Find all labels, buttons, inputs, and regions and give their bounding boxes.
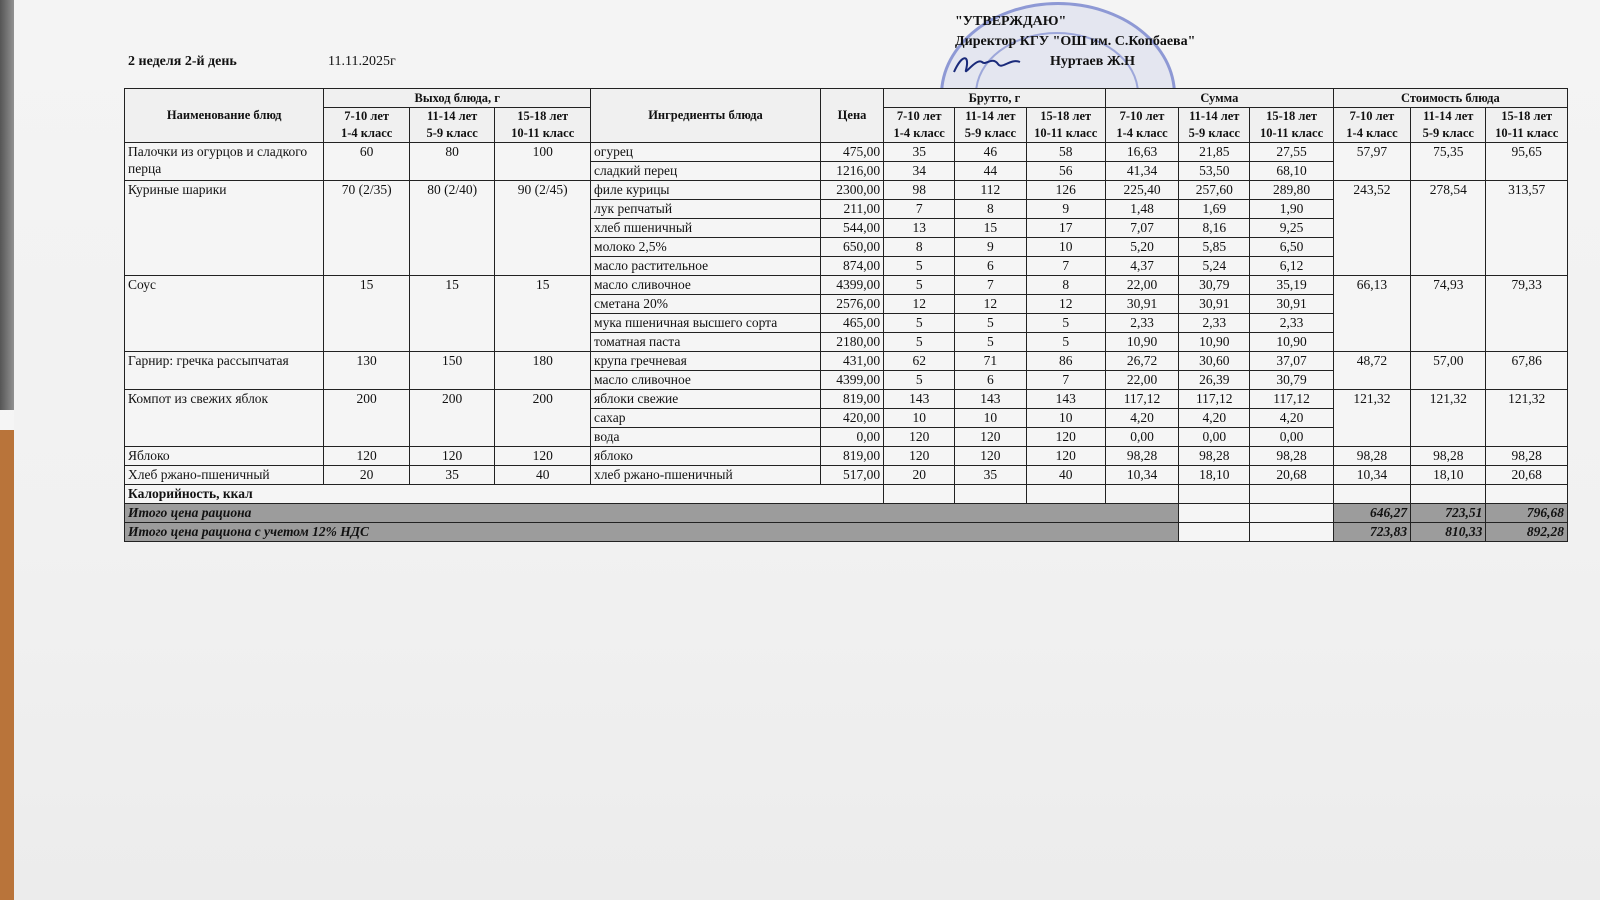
class-label: 10-11 класс	[1034, 126, 1098, 140]
date-label: 11.11.2025г	[328, 54, 396, 69]
ingredient-gross-1: 34	[884, 162, 955, 181]
ingredient-gross-2: 44	[955, 162, 1026, 181]
class-label: 1-4 класс	[340, 126, 393, 140]
dish-cost-1: 48,72	[1333, 352, 1410, 390]
dish-cost-1: 10,34	[1333, 466, 1410, 485]
ingredient-gross-3: 5	[1026, 314, 1105, 333]
age-label: 11-14 лет	[1189, 109, 1240, 123]
ingredient-gross-1: 10	[884, 409, 955, 428]
header-gross: Брутто, г	[884, 89, 1106, 108]
ingredient-sum-1: 16,63	[1105, 143, 1178, 162]
ingredient-sum-3: 1,90	[1250, 200, 1333, 219]
ingredient-name: масло сливочное	[591, 276, 821, 295]
ingredient-price: 4399,00	[821, 276, 884, 295]
age-label: 15-18 лет	[1040, 109, 1092, 123]
ingredient-price: 874,00	[821, 257, 884, 276]
total-row	[125, 504, 1568, 523]
dish-yield-1: 130	[324, 352, 409, 390]
table-row	[125, 390, 1568, 409]
ingredient-sum-3: 6,50	[1250, 238, 1333, 257]
dish-name: Гарнир: гречка рассыпчатая	[125, 352, 324, 390]
dish-cost-3: 95,65	[1486, 143, 1568, 181]
dish-cost-1: 121,32	[1333, 390, 1410, 447]
ingredient-gross-3: 7	[1026, 371, 1105, 390]
header-cost-age-2	[1411, 108, 1486, 143]
total-row-value-2: 723,51	[1411, 504, 1486, 523]
ingredient-price: 475,00	[821, 143, 884, 162]
ingredient-gross-1: 35	[884, 143, 955, 162]
ingredient-name: масло растительное	[591, 257, 821, 276]
approval-director: Директор КГУ "ОШ им. С.Копбаева"	[955, 34, 1196, 49]
class-label: 10-11 класс	[1495, 126, 1559, 140]
ingredient-gross-2: 5	[955, 333, 1026, 352]
ingredient-gross-3: 86	[1026, 352, 1105, 371]
ingredient-gross-3: 126	[1026, 181, 1105, 200]
class-label: 1-4 класс	[1346, 126, 1398, 140]
ingredient-sum-1: 225,40	[1105, 181, 1178, 200]
ingredient-sum-1: 4,37	[1105, 257, 1178, 276]
total-vat-row-blank	[1250, 523, 1333, 542]
header-cost-age-3	[1486, 108, 1568, 143]
header-sum-age-1	[1105, 108, 1178, 143]
ingredient-gross-3: 56	[1026, 162, 1105, 181]
dish-cost-3: 20,68	[1486, 466, 1568, 485]
dish-yield-3: 100	[495, 143, 591, 181]
ingredient-sum-2: 30,79	[1179, 276, 1250, 295]
ingredient-price: 4399,00	[821, 371, 884, 390]
dish-yield-1: 120	[324, 447, 409, 466]
header-sum: Сумма	[1105, 89, 1333, 108]
ingredient-sum-2: 26,39	[1179, 371, 1250, 390]
ingredient-name: хлеб пшеничный	[591, 219, 821, 238]
total-vat-row	[125, 523, 1568, 542]
dish-cost-1: 57,97	[1333, 143, 1410, 181]
ingredient-sum-1: 22,00	[1105, 276, 1178, 295]
ingredient-gross-3: 10	[1026, 409, 1105, 428]
ingredient-price: 650,00	[821, 238, 884, 257]
ingredient-name: лук репчатый	[591, 200, 821, 219]
ingredient-sum-1: 98,28	[1105, 447, 1178, 466]
dish-cost-2: 278,54	[1411, 181, 1486, 276]
ingredient-name: яблоки свежие	[591, 390, 821, 409]
dish-cost-3: 79,33	[1486, 276, 1568, 352]
dish-cost-2: 18,10	[1411, 466, 1486, 485]
dish-name: Палочки из огурцов и сладкого перца	[125, 143, 324, 181]
ingredient-sum-1: 1,48	[1105, 200, 1178, 219]
ingredient-sum-1: 0,00	[1105, 428, 1178, 447]
calories-cell	[1411, 485, 1486, 504]
ingredient-sum-3: 30,91	[1250, 295, 1333, 314]
ingredient-name: огурец	[591, 143, 821, 162]
total-row-value-3: 796,68	[1486, 504, 1568, 523]
ingredient-gross-2: 12	[955, 295, 1026, 314]
ingredient-sum-2: 5,85	[1179, 238, 1250, 257]
dish-yield-2: 35	[409, 466, 494, 485]
ingredient-sum-2: 257,60	[1179, 181, 1250, 200]
ingredient-name: сладкий перец	[591, 162, 821, 181]
class-label: 1-4 класс	[893, 126, 945, 140]
age-label: 7-10 лет	[1349, 109, 1395, 123]
ingredient-sum-2: 98,28	[1179, 447, 1250, 466]
ingredient-gross-3: 58	[1026, 143, 1105, 162]
age-label: 11-14 лет	[965, 109, 1016, 123]
ingredient-gross-1: 12	[884, 295, 955, 314]
age-label: 15-18 лет	[1501, 109, 1553, 123]
ingredient-gross-1: 143	[884, 390, 955, 409]
ingredient-gross-1: 120	[884, 428, 955, 447]
dish-yield-1: 200	[324, 390, 409, 447]
ingredient-sum-3: 10,90	[1250, 333, 1333, 352]
ingredient-name: филе курицы	[591, 181, 821, 200]
ingredient-gross-2: 120	[955, 428, 1026, 447]
dish-name: Соус	[125, 276, 324, 352]
ingredient-price: 431,00	[821, 352, 884, 371]
ingredient-sum-3: 289,80	[1250, 181, 1333, 200]
ingredient-gross-1: 62	[884, 352, 955, 371]
ingredient-gross-1: 5	[884, 333, 955, 352]
dish-cost-1: 98,28	[1333, 447, 1410, 466]
dish-yield-3: 120	[495, 447, 591, 466]
ingredient-sum-3: 68,10	[1250, 162, 1333, 181]
ingredient-name: хлеб ржано-пшеничный	[591, 466, 821, 485]
ingredient-gross-3: 5	[1026, 333, 1105, 352]
ingredient-sum-2: 18,10	[1179, 466, 1250, 485]
ingredient-gross-2: 71	[955, 352, 1026, 371]
dish-yield-2: 150	[409, 352, 494, 390]
total-row-blank	[1179, 504, 1250, 523]
dish-cost-3: 98,28	[1486, 447, 1568, 466]
ingredient-gross-2: 6	[955, 371, 1026, 390]
ingredient-gross-2: 9	[955, 238, 1026, 257]
header-cost-age-1	[1333, 108, 1410, 143]
ingredient-gross-3: 7	[1026, 257, 1105, 276]
dish-cost-2: 121,32	[1411, 390, 1486, 447]
header-price: Цена	[821, 89, 884, 143]
ingredient-gross-1: 20	[884, 466, 955, 485]
header-sum-age-3	[1250, 108, 1333, 143]
ingredient-gross-2: 143	[955, 390, 1026, 409]
header-yield: Выход блюда, г	[324, 89, 591, 108]
ingredient-sum-3: 0,00	[1250, 428, 1333, 447]
dish-name: Яблоко	[125, 447, 324, 466]
calories-cell	[1179, 485, 1250, 504]
dish-name: Куриные шарики	[125, 181, 324, 276]
ingredient-gross-3: 12	[1026, 295, 1105, 314]
dish-yield-3: 90 (2/45)	[495, 181, 591, 276]
calories-row	[125, 485, 1568, 504]
ingredient-sum-1: 117,12	[1105, 390, 1178, 409]
ingredient-sum-2: 21,85	[1179, 143, 1250, 162]
ingredient-sum-3: 27,55	[1250, 143, 1333, 162]
calories-cell	[884, 485, 955, 504]
ingredient-gross-3: 8	[1026, 276, 1105, 295]
header-ingredients: Ингредиенты блюда	[591, 89, 821, 143]
calories-cell	[1333, 485, 1410, 504]
ingredient-name: сахар	[591, 409, 821, 428]
ingredient-gross-1: 13	[884, 219, 955, 238]
ingredient-name: мука пшеничная высшего сорта	[591, 314, 821, 333]
total-vat-row-blank	[1179, 523, 1250, 542]
dish-cost-3: 67,86	[1486, 352, 1568, 390]
ingredient-price: 819,00	[821, 447, 884, 466]
ingredient-gross-1: 5	[884, 371, 955, 390]
calories-cell	[1250, 485, 1333, 504]
dish-cost-2: 98,28	[1411, 447, 1486, 466]
calories-cell	[955, 485, 1026, 504]
ingredient-gross-1: 5	[884, 257, 955, 276]
total-row-label: Итого цена рациона	[125, 504, 1179, 523]
dish-yield-2: 80	[409, 143, 494, 181]
menu-body	[125, 143, 1568, 542]
dish-cost-1: 66,13	[1333, 276, 1410, 352]
menu-table	[124, 88, 1568, 542]
total-vat-row-value-2: 810,33	[1411, 523, 1486, 542]
ingredient-sum-3: 30,79	[1250, 371, 1333, 390]
class-label: 5-9 класс	[1422, 126, 1474, 140]
dish-yield-1: 70 (2/35)	[324, 181, 409, 276]
dish-yield-1: 15	[324, 276, 409, 352]
dish-yield-3: 200	[495, 390, 591, 447]
ingredient-name: крупа гречневая	[591, 352, 821, 371]
week-day-label: 2 неделя 2-й день	[128, 54, 237, 69]
ingredient-name: масло сливочное	[591, 371, 821, 390]
total-vat-row-value-1: 723,83	[1333, 523, 1410, 542]
ingredient-gross-1: 5	[884, 314, 955, 333]
ingredient-gross-2: 5	[955, 314, 1026, 333]
ingredient-sum-2: 53,50	[1179, 162, 1250, 181]
dish-name: Хлеб ржано-пшеничный	[125, 466, 324, 485]
class-label: 5-9 класс	[964, 126, 1017, 140]
dish-yield-2: 15	[409, 276, 494, 352]
age-label: 7-10 лет	[344, 109, 390, 123]
header-yield-age-1	[324, 108, 409, 143]
ingredient-sum-1: 7,07	[1105, 219, 1178, 238]
ingredient-sum-1: 10,34	[1105, 466, 1178, 485]
table-row	[125, 143, 1568, 162]
age-label: 11-14 лет	[1423, 109, 1474, 123]
ingredient-sum-2: 10,90	[1179, 333, 1250, 352]
ingredient-price: 0,00	[821, 428, 884, 447]
age-label: 7-10 лет	[1119, 109, 1165, 123]
ingredient-sum-2: 30,91	[1179, 295, 1250, 314]
header-yield-age-3	[495, 108, 591, 143]
header-gross-age-2	[955, 108, 1026, 143]
class-label: 10-11 класс	[511, 126, 575, 140]
ingredient-name: сметана 20%	[591, 295, 821, 314]
dish-cost-3: 121,32	[1486, 390, 1568, 447]
dish-yield-2: 80 (2/40)	[409, 181, 494, 276]
ingredient-sum-1: 10,90	[1105, 333, 1178, 352]
class-label: 1-4 класс	[1116, 126, 1168, 140]
ingredient-sum-1: 30,91	[1105, 295, 1178, 314]
ingredient-sum-3: 20,68	[1250, 466, 1333, 485]
ingredient-gross-2: 120	[955, 447, 1026, 466]
ingredient-gross-3: 120	[1026, 428, 1105, 447]
ingredient-sum-2: 5,24	[1179, 257, 1250, 276]
ingredient-sum-2: 8,16	[1179, 219, 1250, 238]
ingredient-sum-1: 5,20	[1105, 238, 1178, 257]
dish-yield-3: 40	[495, 466, 591, 485]
ingredient-price: 2180,00	[821, 333, 884, 352]
calories-cell	[1026, 485, 1105, 504]
ingredient-gross-1: 7	[884, 200, 955, 219]
ingredient-name: томатная паста	[591, 333, 821, 352]
dish-yield-3: 15	[495, 276, 591, 352]
age-label: 11-14 лет	[426, 109, 478, 123]
age-label: 7-10 лет	[896, 109, 942, 123]
ingredient-price: 544,00	[821, 219, 884, 238]
total-vat-row-label: Итого цена рациона с учетом 12% НДС	[125, 523, 1179, 542]
ingredient-price: 819,00	[821, 390, 884, 409]
ingredient-gross-3: 143	[1026, 390, 1105, 409]
ingredient-sum-3: 2,33	[1250, 314, 1333, 333]
dish-cost-2: 75,35	[1411, 143, 1486, 181]
ingredient-name: молоко 2,5%	[591, 238, 821, 257]
ingredient-sum-3: 9,25	[1250, 219, 1333, 238]
ingredient-gross-3: 10	[1026, 238, 1105, 257]
total-row-blank	[1250, 504, 1333, 523]
ingredient-sum-2: 1,69	[1179, 200, 1250, 219]
ingredient-sum-3: 35,19	[1250, 276, 1333, 295]
ingredient-gross-2: 35	[955, 466, 1026, 485]
table-row	[125, 181, 1568, 200]
ingredient-gross-2: 7	[955, 276, 1026, 295]
ingredient-sum-1: 22,00	[1105, 371, 1178, 390]
dish-yield-1: 20	[324, 466, 409, 485]
ingredient-gross-2: 15	[955, 219, 1026, 238]
approval-name: Нуртаев Ж.Н	[1050, 54, 1136, 69]
ingredient-gross-2: 112	[955, 181, 1026, 200]
dish-yield-1: 60	[324, 143, 409, 181]
ingredient-sum-2: 30,60	[1179, 352, 1250, 371]
ingredient-gross-3: 9	[1026, 200, 1105, 219]
approval-title: "УТВЕРЖДАЮ"	[955, 14, 1067, 29]
ingredient-sum-1: 26,72	[1105, 352, 1178, 371]
total-row-value-1: 646,27	[1333, 504, 1410, 523]
ingredient-price: 211,00	[821, 200, 884, 219]
ingredient-gross-1: 5	[884, 276, 955, 295]
ingredient-gross-3: 120	[1026, 447, 1105, 466]
table-row	[125, 352, 1568, 371]
ingredient-price: 465,00	[821, 314, 884, 333]
ingredient-sum-3: 6,12	[1250, 257, 1333, 276]
ingredient-sum-3: 4,20	[1250, 409, 1333, 428]
calories-cell	[1105, 485, 1178, 504]
table-row	[125, 466, 1568, 485]
ingredient-price: 2300,00	[821, 181, 884, 200]
ingredient-sum-1: 2,33	[1105, 314, 1178, 333]
table-row	[125, 447, 1568, 466]
ingredient-price: 517,00	[821, 466, 884, 485]
dish-name: Компот из свежих яблок	[125, 390, 324, 447]
header-gross-age-1	[884, 108, 955, 143]
ingredient-sum-3: 37,07	[1250, 352, 1333, 371]
ingredient-price: 420,00	[821, 409, 884, 428]
ingredient-gross-1: 120	[884, 447, 955, 466]
ingredient-gross-2: 46	[955, 143, 1026, 162]
ingredient-sum-2: 4,20	[1179, 409, 1250, 428]
calories-label: Калорийность, ккал	[125, 485, 884, 504]
dish-cost-1: 243,52	[1333, 181, 1410, 276]
age-label: 15-18 лет	[1266, 109, 1318, 123]
ingredient-price: 2576,00	[821, 295, 884, 314]
background-wood-edge	[0, 430, 14, 900]
ingredient-sum-1: 4,20	[1105, 409, 1178, 428]
ingredient-sum-2: 2,33	[1179, 314, 1250, 333]
ingredient-gross-2: 6	[955, 257, 1026, 276]
header-yield-age-2	[409, 108, 494, 143]
ingredient-name: вода	[591, 428, 821, 447]
total-vat-row-value-3: 892,28	[1486, 523, 1568, 542]
header-cost: Стоимость блюда	[1333, 89, 1567, 108]
class-label: 5-9 класс	[1188, 126, 1240, 140]
age-label: 15-18 лет	[517, 109, 569, 123]
ingredient-gross-1: 98	[884, 181, 955, 200]
ingredient-name: яблоко	[591, 447, 821, 466]
dish-cost-2: 74,93	[1411, 276, 1486, 352]
ingredient-sum-2: 0,00	[1179, 428, 1250, 447]
header-dish-name: Наименование блюд	[125, 89, 324, 143]
table-row	[125, 276, 1568, 295]
dish-cost-3: 313,57	[1486, 181, 1568, 276]
ingredient-price: 1216,00	[821, 162, 884, 181]
ingredient-gross-1: 8	[884, 238, 955, 257]
dish-yield-2: 120	[409, 447, 494, 466]
ingredient-gross-3: 17	[1026, 219, 1105, 238]
ingredient-gross-2: 10	[955, 409, 1026, 428]
header-gross-age-3	[1026, 108, 1105, 143]
approval-block	[955, 12, 1195, 72]
ingredient-gross-2: 8	[955, 200, 1026, 219]
class-label: 5-9 класс	[426, 126, 478, 140]
ingredient-gross-3: 40	[1026, 466, 1105, 485]
dish-yield-3: 180	[495, 352, 591, 390]
dish-cost-2: 57,00	[1411, 352, 1486, 390]
dish-yield-2: 200	[409, 390, 494, 447]
header-sum-age-2	[1179, 108, 1250, 143]
ingredient-sum-1: 41,34	[1105, 162, 1178, 181]
ingredient-sum-2: 117,12	[1179, 390, 1250, 409]
calories-cell	[1486, 485, 1568, 504]
ingredient-sum-3: 117,12	[1250, 390, 1333, 409]
ingredient-sum-3: 98,28	[1250, 447, 1333, 466]
class-label: 10-11 класс	[1259, 126, 1324, 140]
